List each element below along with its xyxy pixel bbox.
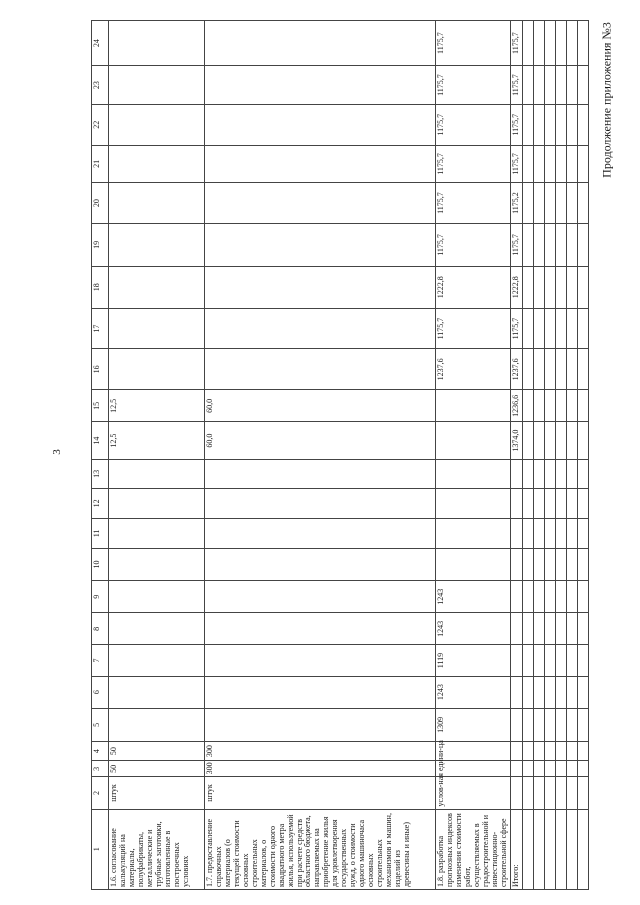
- value-cell: 1243: [436, 581, 511, 613]
- value-cell: [205, 349, 436, 390]
- value-cell: [205, 21, 436, 66]
- empty-cell: [577, 266, 588, 308]
- value-cell: [109, 21, 205, 66]
- empty-cell: [566, 581, 577, 613]
- cost-table: [91, 20, 589, 890]
- empty-cell: [577, 21, 588, 66]
- empty-cell: [577, 422, 588, 460]
- empty-cell: [544, 145, 555, 183]
- page-number: 3: [51, 449, 63, 455]
- empty-cell: [522, 308, 533, 349]
- value-cell: [109, 676, 205, 708]
- empty-cell: [544, 266, 555, 308]
- empty-cell: [577, 223, 588, 266]
- empty-cell: [544, 21, 555, 66]
- empty-cell: [555, 390, 566, 422]
- value-cell: [205, 518, 436, 548]
- empty-cell: [522, 742, 533, 761]
- empty-cell: [522, 266, 533, 308]
- empty-cell: [566, 809, 577, 889]
- empty-cell: [577, 809, 588, 889]
- empty-cell: [577, 459, 588, 488]
- empty-cell: [522, 708, 533, 741]
- value-cell: [109, 266, 205, 308]
- empty-cell: [533, 742, 544, 761]
- empty-cell: [577, 390, 588, 422]
- empty-cell: [577, 777, 588, 809]
- value-cell: 1175,7: [436, 104, 511, 145]
- total-row: [510, 21, 522, 890]
- empty-cell: [555, 66, 566, 105]
- empty-cell: [577, 104, 588, 145]
- value-cell: [205, 183, 436, 224]
- value-cell: [109, 349, 205, 390]
- empty-cell: [533, 21, 544, 66]
- empty-cell: [555, 145, 566, 183]
- column-number: 23: [92, 66, 109, 105]
- column-number: 21: [92, 145, 109, 183]
- empty-cell: [555, 308, 566, 349]
- empty-cell: [566, 349, 577, 390]
- empty-cell: [566, 422, 577, 460]
- empty-cell: [522, 613, 533, 645]
- value-cell: [109, 613, 205, 645]
- value-cell: [436, 422, 511, 460]
- value-cell: [436, 548, 511, 580]
- empty-cell: [566, 676, 577, 708]
- value-cell: 1237,6: [510, 349, 522, 390]
- empty-cell: [533, 518, 544, 548]
- empty-cell: [544, 223, 555, 266]
- empty-cell: [533, 390, 544, 422]
- empty-cell: [566, 777, 577, 809]
- empty-cell: [577, 66, 588, 105]
- empty-cell: [555, 548, 566, 580]
- value-cell: 1175,7: [510, 145, 522, 183]
- value-cell: 1175,7: [510, 21, 522, 66]
- column-number: 16: [92, 349, 109, 390]
- empty-cell: [577, 145, 588, 183]
- empty-cell: [522, 66, 533, 105]
- appendix-continuation-title: Продолжение приложения №3: [599, 22, 614, 178]
- value-cell: [510, 613, 522, 645]
- empty-cell: [577, 581, 588, 613]
- value-cell: [510, 708, 522, 741]
- value-cell: [205, 145, 436, 183]
- empty-cell: [522, 777, 533, 809]
- empty-cell: [522, 390, 533, 422]
- value-cell: 1119: [436, 645, 511, 676]
- empty-row: [577, 21, 588, 890]
- empty-cell: [522, 581, 533, 613]
- value-cell: 1175,7: [510, 66, 522, 105]
- empty-cell: [555, 422, 566, 460]
- column-number: 11: [92, 518, 109, 548]
- empty-cell: [533, 349, 544, 390]
- value-cell: [205, 548, 436, 580]
- value-cell: 300: [205, 742, 436, 761]
- row-label: 1.8. разработка прогнозных индексов изменения стоимости работ, осуществляемых в градостроительной и инвестиционно-строительной сфере: [436, 809, 511, 889]
- empty-cell: [533, 708, 544, 741]
- column-number: 3: [92, 761, 109, 777]
- value-cell: 1175,7: [436, 21, 511, 66]
- empty-cell: [566, 223, 577, 266]
- value-cell: [436, 488, 511, 518]
- empty-cell: [533, 223, 544, 266]
- empty-cell: [555, 809, 566, 889]
- empty-cell: [555, 742, 566, 761]
- value-cell: 12,5: [109, 422, 205, 460]
- empty-cell: [544, 809, 555, 889]
- empty-cell: [577, 761, 588, 777]
- value-cell: 1175,7: [510, 104, 522, 145]
- column-number: 5: [92, 708, 109, 741]
- empty-cell: [555, 459, 566, 488]
- unit-cell: услов-ная едини-ца: [436, 777, 511, 809]
- empty-cell: [544, 488, 555, 518]
- column-number: 18: [92, 266, 109, 308]
- value-cell: 60,0: [205, 390, 436, 422]
- value-cell: 1243: [436, 676, 511, 708]
- value-cell: 1237,6: [436, 349, 511, 390]
- empty-cell: [522, 223, 533, 266]
- unit-cell: штук: [205, 777, 436, 809]
- empty-cell: [566, 761, 577, 777]
- unit-cell: штук: [109, 777, 205, 809]
- column-number: 8: [92, 613, 109, 645]
- empty-cell: [544, 581, 555, 613]
- value-cell: [436, 459, 511, 488]
- column-number: 20: [92, 183, 109, 224]
- empty-cell: [566, 390, 577, 422]
- empty-cell: [566, 459, 577, 488]
- empty-cell: [522, 145, 533, 183]
- value-cell: [205, 488, 436, 518]
- empty-cell: [544, 422, 555, 460]
- value-cell: 1175,7: [436, 223, 511, 266]
- empty-cell: [544, 742, 555, 761]
- empty-cell: [577, 613, 588, 645]
- empty-cell: [566, 518, 577, 548]
- table-row: [205, 21, 436, 890]
- empty-cell: [522, 104, 533, 145]
- value-cell: 12,5: [109, 390, 205, 422]
- value-cell: [510, 645, 522, 676]
- row-label: 1.6. согласование калькуляций на материалы, полуфабрикаты, металлические и трубные заготовки, изготовленные в построечных условиях: [109, 809, 205, 889]
- column-number: 6: [92, 676, 109, 708]
- value-cell: [109, 459, 205, 488]
- empty-cell: [566, 104, 577, 145]
- empty-cell: [555, 581, 566, 613]
- value-cell: 1175,7: [436, 308, 511, 349]
- empty-cell: [544, 676, 555, 708]
- value-cell: [510, 518, 522, 548]
- empty-cell: [555, 777, 566, 809]
- table-row: [109, 21, 205, 890]
- empty-cell: [566, 145, 577, 183]
- value-cell: 60,0: [205, 422, 436, 460]
- empty-cell: [544, 548, 555, 580]
- empty-cell: [544, 183, 555, 224]
- empty-cell: [533, 104, 544, 145]
- empty-cell: [577, 488, 588, 518]
- empty-cell: [566, 66, 577, 105]
- value-cell: [205, 66, 436, 105]
- empty-cell: [522, 645, 533, 676]
- empty-cell: [577, 308, 588, 349]
- empty-cell: [577, 676, 588, 708]
- value-cell: [436, 390, 511, 422]
- value-cell: 1374,0: [510, 422, 522, 460]
- empty-cell: [533, 645, 544, 676]
- empty-cell: [533, 422, 544, 460]
- value-cell: [510, 761, 522, 777]
- empty-row: [533, 21, 544, 890]
- empty-cell: [555, 349, 566, 390]
- column-number: 1: [92, 809, 109, 889]
- column-number: 14: [92, 422, 109, 460]
- value-cell: 1236,6: [510, 390, 522, 422]
- column-number: 17: [92, 308, 109, 349]
- empty-cell: [533, 183, 544, 224]
- column-number: 12: [92, 488, 109, 518]
- column-number: 10: [92, 548, 109, 580]
- table-row: [436, 21, 511, 890]
- value-cell: [109, 183, 205, 224]
- empty-cell: [555, 223, 566, 266]
- value-cell: 50: [109, 742, 205, 761]
- empty-cell: [533, 308, 544, 349]
- empty-cell: [577, 518, 588, 548]
- value-cell: [510, 581, 522, 613]
- empty-cell: [544, 708, 555, 741]
- value-cell: 1222,8: [510, 266, 522, 308]
- empty-cell: [566, 266, 577, 308]
- value-cell: [436, 761, 511, 777]
- empty-cell: [555, 645, 566, 676]
- empty-cell: [577, 548, 588, 580]
- empty-cell: [544, 459, 555, 488]
- value-cell: [205, 223, 436, 266]
- empty-cell: [544, 761, 555, 777]
- empty-cell: [577, 708, 588, 741]
- value-cell: [205, 676, 436, 708]
- empty-cell: [522, 488, 533, 518]
- value-cell: 1175,7: [436, 183, 511, 224]
- column-number: 13: [92, 459, 109, 488]
- empty-cell: [522, 809, 533, 889]
- empty-row: [566, 21, 577, 890]
- empty-cell: [555, 761, 566, 777]
- value-cell: [109, 66, 205, 105]
- empty-cell: [555, 183, 566, 224]
- value-cell: [205, 308, 436, 349]
- column-number: 9: [92, 581, 109, 613]
- value-cell: [205, 104, 436, 145]
- value-cell: 1175,7: [436, 66, 511, 105]
- value-cell: 1175,7: [510, 308, 522, 349]
- value-cell: [510, 488, 522, 518]
- empty-cell: [533, 66, 544, 105]
- column-number: 22: [92, 104, 109, 145]
- value-cell: [205, 459, 436, 488]
- value-cell: [510, 742, 522, 761]
- value-cell: [436, 518, 511, 548]
- empty-cell: [544, 390, 555, 422]
- empty-cell: [566, 645, 577, 676]
- column-number: 4: [92, 742, 109, 761]
- unit-cell: [510, 777, 522, 809]
- empty-cell: [522, 422, 533, 460]
- empty-cell: [555, 613, 566, 645]
- empty-cell: [522, 676, 533, 708]
- empty-cell: [533, 777, 544, 809]
- empty-cell: [555, 104, 566, 145]
- empty-cell: [533, 581, 544, 613]
- empty-cell: [566, 548, 577, 580]
- value-cell: 1243: [436, 613, 511, 645]
- value-cell: [109, 581, 205, 613]
- empty-cell: [522, 349, 533, 390]
- value-cell: 50: [109, 761, 205, 777]
- empty-cell: [577, 742, 588, 761]
- empty-cell: [522, 183, 533, 224]
- empty-cell: [533, 459, 544, 488]
- empty-cell: [555, 488, 566, 518]
- empty-cell: [566, 183, 577, 224]
- value-cell: [205, 581, 436, 613]
- empty-cell: [533, 488, 544, 518]
- value-cell: [109, 548, 205, 580]
- empty-row: [555, 21, 566, 890]
- value-cell: [109, 708, 205, 741]
- empty-cell: [577, 349, 588, 390]
- empty-cell: [544, 104, 555, 145]
- empty-cell: [533, 761, 544, 777]
- value-cell: 1222,8: [436, 266, 511, 308]
- column-number: 24: [92, 21, 109, 66]
- column-number: 15: [92, 390, 109, 422]
- value-cell: [109, 145, 205, 183]
- value-cell: [109, 104, 205, 145]
- empty-cell: [566, 21, 577, 66]
- empty-cell: [566, 613, 577, 645]
- value-cell: [205, 645, 436, 676]
- empty-cell: [555, 518, 566, 548]
- empty-cell: [544, 613, 555, 645]
- empty-cell: [533, 613, 544, 645]
- row-label: 1.7. предоставление справочных материалов (о текущей стоимости основных строительных материалов, о стоимости одного квадратного метра жилья, используемой при расчете средств областного бюджета, направляемых на приобретение жилья для удовлетворения государственных нужд, о стоимости одного машиночаса основных строительных механизмов и машин, изделий из древесины и иные): [205, 809, 436, 889]
- empty-cell: [522, 761, 533, 777]
- value-cell: [109, 518, 205, 548]
- row-label: Итого:: [510, 809, 522, 889]
- rotated-table-container: [91, 20, 520, 890]
- empty-cell: [555, 21, 566, 66]
- empty-cell: [577, 183, 588, 224]
- empty-cell: [522, 518, 533, 548]
- value-cell: [109, 488, 205, 518]
- empty-cell: [555, 708, 566, 741]
- empty-cell: [544, 66, 555, 105]
- value-cell: 1309: [436, 708, 511, 741]
- empty-cell: [566, 488, 577, 518]
- value-cell: 1175,2: [510, 183, 522, 224]
- empty-cell: [544, 349, 555, 390]
- empty-cell: [533, 145, 544, 183]
- empty-cell: [522, 21, 533, 66]
- value-cell: 1175,7: [510, 223, 522, 266]
- value-cell: [510, 459, 522, 488]
- empty-cell: [522, 459, 533, 488]
- empty-cell: [533, 676, 544, 708]
- empty-cell: [533, 809, 544, 889]
- empty-cell: [544, 777, 555, 809]
- value-cell: [510, 548, 522, 580]
- empty-cell: [555, 266, 566, 308]
- table-body: [109, 21, 589, 890]
- empty-cell: [555, 676, 566, 708]
- value-cell: [109, 645, 205, 676]
- empty-cell: [533, 266, 544, 308]
- empty-row: [544, 21, 555, 890]
- empty-cell: [566, 308, 577, 349]
- value-cell: [205, 613, 436, 645]
- empty-cell: [522, 548, 533, 580]
- column-number: 2: [92, 777, 109, 809]
- column-number: 7: [92, 645, 109, 676]
- column-number-row: [92, 21, 109, 890]
- empty-cell: [544, 518, 555, 548]
- empty-cell: [566, 742, 577, 761]
- value-cell: [436, 742, 511, 761]
- value-cell: [510, 676, 522, 708]
- empty-cell: [566, 708, 577, 741]
- value-cell: [205, 266, 436, 308]
- empty-row: [522, 21, 533, 890]
- column-number: 19: [92, 223, 109, 266]
- empty-cell: [533, 548, 544, 580]
- empty-cell: [577, 645, 588, 676]
- empty-cell: [544, 645, 555, 676]
- value-cell: [109, 308, 205, 349]
- value-cell: [109, 223, 205, 266]
- value-cell: 300: [205, 761, 436, 777]
- value-cell: 1175,7: [436, 145, 511, 183]
- value-cell: [205, 708, 436, 741]
- empty-cell: [544, 308, 555, 349]
